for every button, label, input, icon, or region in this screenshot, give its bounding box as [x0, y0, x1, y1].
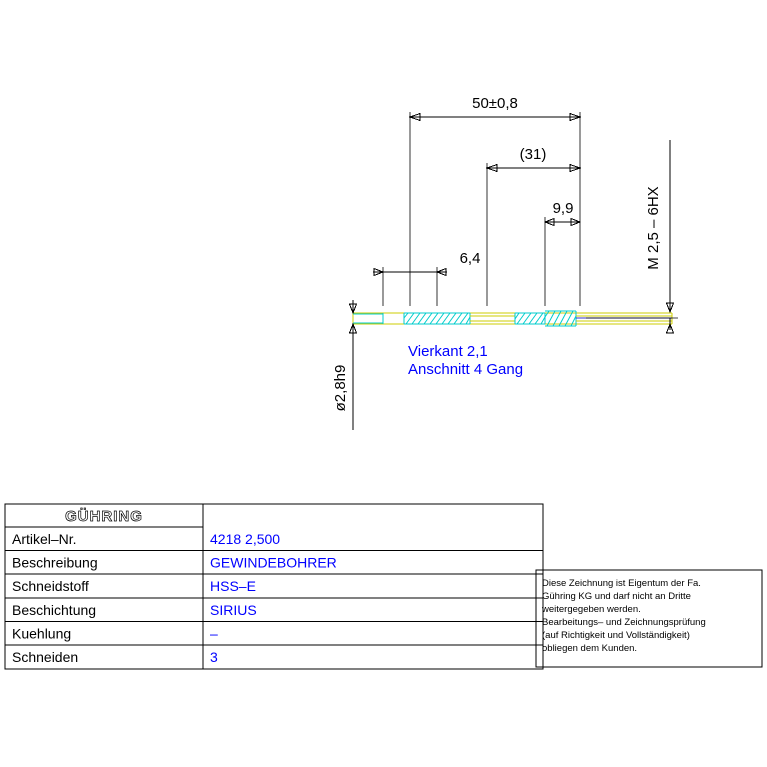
row-label-beschreibung: Beschreibung: [12, 554, 98, 571]
row-label-kuehlung: Kuehlung: [12, 625, 72, 642]
legal-line-2: Gühring KG und darf nicht an Dritte: [542, 591, 691, 602]
dim-reference-length: (31): [519, 146, 547, 163]
legal-line-5: (auf Richtigkeit und Vollständigkeit): [542, 630, 690, 641]
legal-line-6: obliegen dem Kunden.: [542, 643, 638, 654]
row-label-beschichtung: Beschichtung: [12, 601, 97, 618]
note-vierkant: Vierkant 2,1: [408, 343, 488, 360]
title-block: [5, 504, 543, 669]
legal-line-4: Bearbeitungs– und Zeichnungsprüfung: [542, 617, 706, 628]
dim-shank-diameter: ø2,8h9: [332, 364, 349, 412]
row-label-artikel-nr: Artikel–Nr.: [12, 531, 77, 547]
dimension-lines: [350, 112, 679, 430]
dim-shank-square-length: 9,9: [552, 200, 574, 217]
row-label-schneidstoff: Schneidstoff: [12, 578, 89, 595]
row-value-artikel-nr: 4218 2,500: [210, 531, 281, 547]
row-value-beschichtung: SIRIUS: [210, 601, 257, 618]
legal-note-box: [536, 570, 762, 667]
part-geometry: [353, 311, 672, 326]
row-value-beschreibung: GEWINDEBOHRER: [210, 554, 337, 571]
legal-line-1: Diese Zeichnung ist Eigentum der Fa.: [542, 578, 701, 589]
dim-overall-length: 50±0,8: [472, 95, 518, 112]
row-value-schneiden: 3: [210, 649, 218, 665]
dim-thread-designation: M 2,5 – 6HX: [645, 186, 662, 270]
legal-line-3: weitergegeben werden.: [542, 604, 641, 615]
brand-logo: GÜHRING: [65, 508, 143, 525]
annotations: [408, 343, 523, 378]
row-label-schneiden: Schneiden: [12, 649, 79, 665]
dim-thread-length: 6,4: [459, 250, 481, 267]
note-anschnitt: Anschnitt 4 Gang: [408, 361, 524, 378]
row-value-kuehlung: –: [210, 625, 218, 642]
row-value-schneidstoff: HSS–E: [210, 578, 256, 595]
